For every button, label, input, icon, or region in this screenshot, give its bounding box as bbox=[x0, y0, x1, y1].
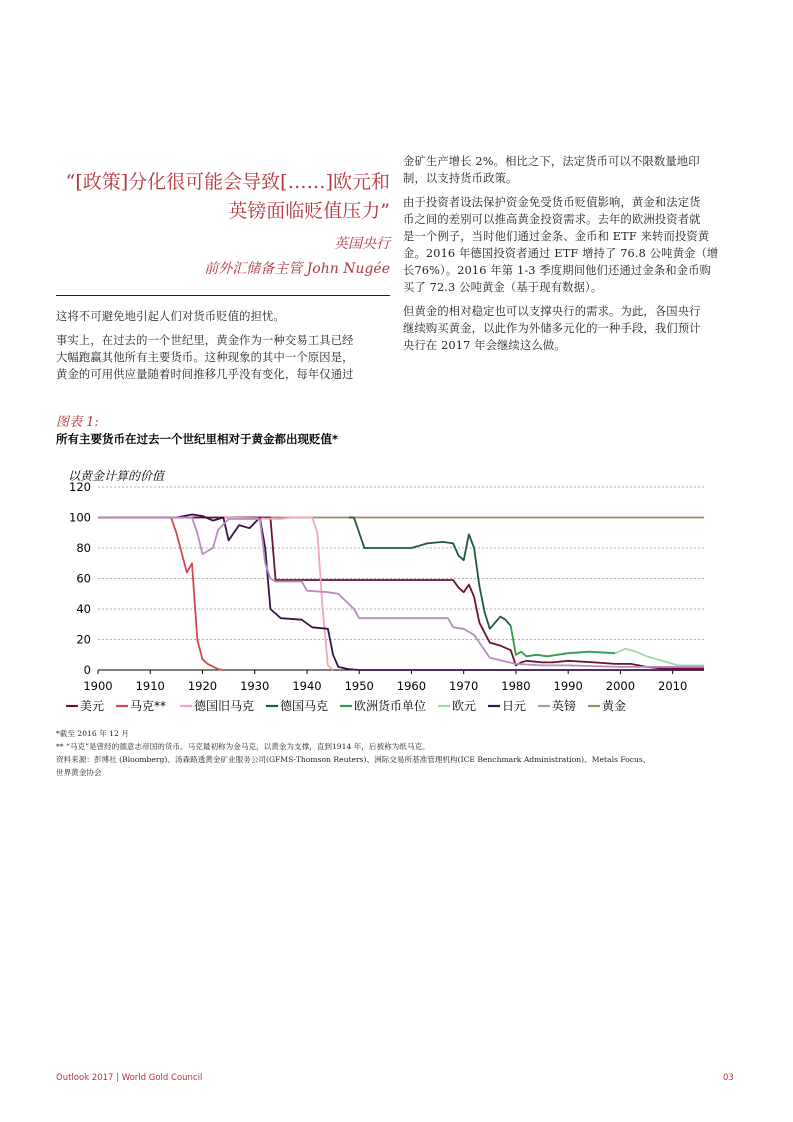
y-tick-label: 120 bbox=[69, 480, 91, 494]
series-line bbox=[98, 518, 704, 669]
quote-line-1: “[政策]分化很可能会导致[……]欧元和 bbox=[65, 171, 390, 193]
paragraph: 这将不可避免地引起人们对货币贬值的担忧。 bbox=[56, 310, 285, 323]
quote-divider bbox=[56, 295, 390, 296]
series-line bbox=[98, 515, 704, 671]
y-tick-label: 80 bbox=[76, 541, 91, 555]
legend-label: 日元 bbox=[502, 699, 527, 713]
left-column bbox=[56, 308, 391, 390]
pull-quote bbox=[62, 168, 390, 282]
note-line: ** “马克”是曾经的德意志帝国的货币。马克最初称为金马克，以黄金为支撑，直到1914 年，后被称为纸马克。 bbox=[56, 742, 430, 751]
series-line bbox=[511, 626, 616, 657]
series-line bbox=[98, 518, 223, 671]
series-line bbox=[223, 518, 333, 671]
paragraph: 金矿生产增长 2%。相比之下，法定货币可以不限数量地印 制，以支持货币政策。 bbox=[403, 155, 700, 185]
series-line bbox=[349, 518, 511, 629]
y-tick-label: 100 bbox=[69, 510, 91, 525]
footer-title: Outlook 2017 | World Gold Council bbox=[56, 1073, 203, 1083]
gold-value-chart bbox=[56, 460, 746, 722]
y-axis-label: 以黄金计算的价值 bbox=[68, 469, 165, 483]
legend-label: 德国旧马克 bbox=[194, 699, 255, 713]
x-tick-label: 1930 bbox=[240, 679, 270, 693]
page-number: 03 bbox=[723, 1073, 734, 1083]
quote-organization: 英国央行 bbox=[334, 236, 390, 252]
x-tick-label: 2000 bbox=[605, 679, 636, 693]
legend-label: 欧洲货币单位 bbox=[354, 699, 427, 713]
legend-label: 美元 bbox=[80, 699, 105, 713]
series-line bbox=[615, 649, 704, 666]
quote-author: 前外汇储备主管 John Nugée bbox=[204, 261, 390, 277]
x-tick-label: 1900 bbox=[83, 679, 113, 693]
figure-title: 所有主要货币在过去一个世纪里相对于黄金都出现贬值* bbox=[56, 432, 339, 446]
right-column bbox=[403, 153, 736, 361]
quote-line-2: 英镑面临贬值压力” bbox=[228, 200, 390, 222]
note-line: 资料来源：彭博社 (Bloomberg)、汤森路透黄金矿业服务公司(GFMS-Thomson Reuters)、洲际交易所基准管理机构(ICE Benchmark Administration)、Metals Focus、 bbox=[56, 755, 651, 764]
y-tick-label: 0 bbox=[83, 663, 91, 677]
figure-notes bbox=[56, 727, 746, 779]
y-tick-label: 20 bbox=[76, 632, 91, 647]
figure-label: 图表 1: bbox=[56, 415, 99, 430]
legend-label: 黄金 bbox=[602, 699, 627, 713]
x-tick-label: 1990 bbox=[553, 679, 583, 693]
x-tick-label: 2010 bbox=[658, 679, 688, 693]
x-tick-label: 1970 bbox=[449, 679, 479, 693]
paragraph: 由于投资者设法保护资金免受货币贬值影响，黄金和法定货 币之间的差别可以推高黄金投资需求。去年的欧洲投资者就 是一个例子，当时他们通过金条、金币和 ETF 来转而投资黄 金。2016 年德国投资者通过 ETF 增持了 76.8 公吨黄金（增 长76%）。2016 年第 1-3 季度期间他们还通过金条和金币购 买了 72.3 公吨黄金（基于现有数据）。 bbox=[403, 196, 719, 294]
paragraph: 但黄金的相对稳定也可以支撑央行的需求。为此，各国央行 继续购买黄金，以此作为外储多元化的一种手段，我们预计 央行在 2017 年会继续这么做。 bbox=[403, 305, 701, 352]
note-line: *截至 2016 年 12 月 bbox=[56, 729, 129, 738]
x-tick-label: 1950 bbox=[344, 679, 374, 693]
legend-label: 马克** bbox=[130, 699, 167, 713]
note-line: 世界黄金协会 bbox=[56, 768, 102, 777]
y-tick-label: 60 bbox=[76, 571, 91, 586]
series-line bbox=[98, 518, 704, 667]
x-tick-label: 1910 bbox=[135, 679, 165, 693]
legend-label: 欧元 bbox=[452, 699, 477, 713]
x-tick-label: 1920 bbox=[187, 679, 218, 693]
paragraph: 事实上，在过去的一个世纪里，黄金作为一种交易工具已经 大幅跑赢其他所有主要货币。这种现象的其中一个原因是， 黄金的可用供应量随着时间推移几乎没有变化，每年仅通过 bbox=[56, 334, 354, 381]
x-tick-label: 1940 bbox=[292, 679, 322, 693]
legend-label: 德国马克 bbox=[280, 699, 329, 713]
legend-label: 英镑 bbox=[552, 699, 577, 713]
x-tick-label: 1960 bbox=[396, 679, 427, 693]
x-tick-label: 1980 bbox=[501, 679, 531, 693]
y-tick-label: 40 bbox=[76, 602, 91, 616]
